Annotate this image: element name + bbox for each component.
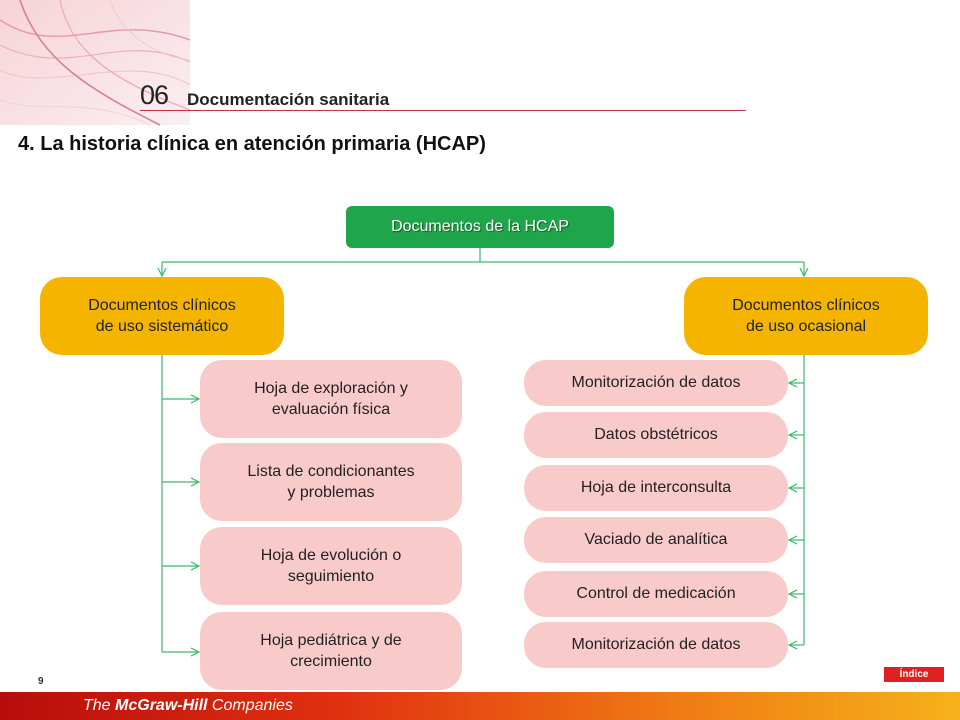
leaf-pediatrica-text xyxy=(260,630,401,672)
leaf-medicacion: Control de medicación xyxy=(524,571,788,617)
index-button[interactable]: Índice xyxy=(884,667,944,682)
leaf-pediatrica xyxy=(200,612,462,690)
leaf-evolucion-line2: seguimiento xyxy=(287,568,375,585)
leaf-evolucion xyxy=(200,527,462,605)
chapter-title: Documentación sanitaria xyxy=(187,90,390,109)
company-prefix: The xyxy=(83,697,116,714)
branch-occasional-line2: de uso ocasional xyxy=(745,318,867,335)
leaf-condicionantes-line1: Lista de condicionantes xyxy=(247,462,415,480)
section-title: 4. La historia clínica en atención primaria (HCAP) xyxy=(18,133,486,155)
branch-occasional-label xyxy=(732,295,880,337)
leaf-pediatrica-line1: Hoja pediátrica y de xyxy=(260,631,402,649)
leaf-pediatrica-line2: crecimiento xyxy=(290,653,372,670)
leaf-condicionantes-text xyxy=(247,461,414,503)
company-suffix: Companies xyxy=(207,697,293,714)
leaf-monitorizacion-2: Monitorización de datos xyxy=(524,622,788,668)
branch-systematic-label xyxy=(88,295,236,337)
page-number: 9 xyxy=(38,676,44,687)
leaf-condicionantes xyxy=(200,443,462,521)
branch-occasional xyxy=(684,277,928,355)
root-node: Documentos de la HCAP xyxy=(346,206,614,248)
leaf-condicionantes-line2: y problemas xyxy=(287,484,375,501)
branch-systematic-line1: Documentos clínicos xyxy=(88,296,236,314)
leaf-monitorizacion-1: Monitorización de datos xyxy=(524,360,788,406)
leaf-exploracion-line2: evaluación física xyxy=(271,401,391,418)
chapter-number: 06 xyxy=(140,80,169,110)
leaf-evolucion-text xyxy=(261,545,402,587)
company-logo xyxy=(83,697,293,715)
company-brand: McGraw-Hill xyxy=(115,697,208,714)
branch-systematic xyxy=(40,277,284,355)
leaf-interconsulta: Hoja de interconsulta xyxy=(524,465,788,511)
branch-occasional-line1: Documentos clínicos xyxy=(732,296,880,314)
leaf-exploracion xyxy=(200,360,462,438)
leaf-exploracion-line1: Hoja de exploración y xyxy=(254,379,408,397)
branch-systematic-line2: de uso sistemático xyxy=(95,318,229,335)
leaf-analitica: Vaciado de analítica xyxy=(524,517,788,563)
leaf-evolucion-line1: Hoja de evolución o xyxy=(260,546,402,564)
leaf-exploracion-text xyxy=(254,378,408,420)
leaf-obstetricos: Datos obstétricos xyxy=(524,412,788,458)
